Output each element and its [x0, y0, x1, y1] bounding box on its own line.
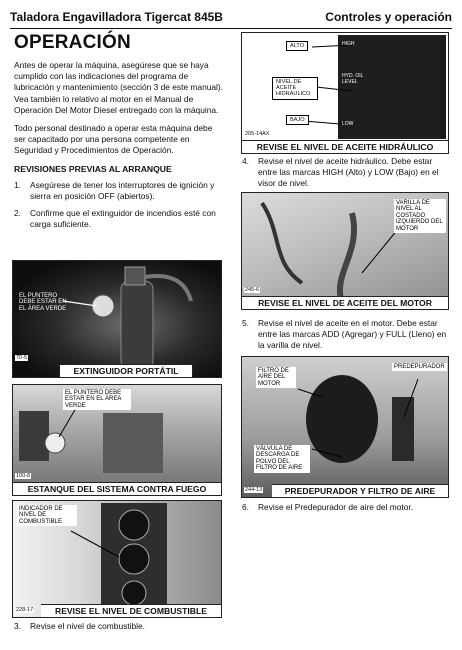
- figure-number: 228-17: [16, 607, 34, 613]
- precleaner-note: PREDEPURADOR: [394, 364, 445, 370]
- photo-caption: REVISE EL NIVEL DE ACEITE DEL MOTOR: [242, 296, 448, 309]
- label-nivel: NIVEL DE ACEITE HIDRÁULICO: [272, 77, 318, 100]
- photo-caption: EXTINGUIDOR PORTÁTIL: [59, 364, 193, 377]
- figure-number: 70-5: [16, 355, 28, 361]
- operation-heading: OPERACIÓN: [14, 32, 131, 53]
- step-number: 3.: [14, 621, 21, 631]
- dust-valve-note: VÁLVULA DE DESCARGA DE POLVO DEL FILTRO DE AIRE: [254, 445, 310, 473]
- fuel-gauge-photo: [12, 500, 222, 618]
- fuel-indicator-note: INDICADOR DE NIVEL DE COMBUSTIBLE: [17, 505, 77, 526]
- step-number: 2.: [14, 208, 21, 219]
- figure-number: 100-8: [16, 473, 31, 479]
- gauge-high-text: HIGH: [342, 41, 355, 47]
- label-bajo: BAJO: [286, 115, 309, 125]
- photo-caption: REVISE EL NIVEL DE COMBUSTIBLE: [41, 604, 221, 617]
- step-text: Asegúrese de tener los interruptores de ignición y sierra en posición OFF (abiertos).: [30, 179, 215, 201]
- step-4: [242, 156, 448, 190]
- step-1: [14, 180, 226, 202]
- training-paragraph: Todo personal destinado a operar esta máquina debe ser capacitado por una persona competente en Seguridad y Procedimientos de Operación.: [14, 123, 213, 156]
- air-filter-note: FILTRO DE AIRE DEL MOTOR: [256, 367, 296, 388]
- figure-number: 244-13: [245, 487, 263, 493]
- engine-oil-photo: [241, 192, 449, 310]
- figure-number: 245-6: [245, 287, 260, 293]
- left-column: [14, 32, 226, 236]
- gauge-low-text: LOW: [342, 121, 354, 127]
- step-text: Revise el nivel de aceite hidráulico. Debe estar entre las marcas HIGH (Alto) y LOW (Bajo) en el visor de nivel.: [258, 156, 439, 189]
- step-text: Confirme que el extinguidor de incendios esté con carga suficiente.: [30, 208, 216, 230]
- page-header: [10, 10, 452, 24]
- precleaner-photo: [241, 356, 449, 498]
- step-6: [242, 502, 448, 513]
- step-text: Revise el nivel de aceite en el motor. Debe estar entre las marcas ADD (Agregar) y FULL (Lleno) en la varilla de nivel.: [258, 318, 447, 351]
- step-text: Revise el nivel de combustible.: [30, 621, 145, 631]
- step-2: [14, 208, 226, 230]
- step-number: 5.: [242, 318, 249, 328]
- hydraulic-level-photo: [241, 32, 449, 154]
- section-title: Controles y operación: [325, 10, 452, 24]
- label-alto: ALTO: [286, 41, 308, 51]
- header-rule: [10, 28, 452, 29]
- intro-paragraph: Antes de operar la máquina, asegúrese que se haya cumplido con las indicaciones del programa de lubricación y mantenimiento (sección 3 de este manual). Vea también lo relativo al motor en el Manual de Operación Del Motor Diesel entregado con la máquina.: [14, 60, 224, 115]
- step-3: [14, 621, 226, 632]
- dipstick-note: VARILLA DE NIVEL AL COSTADO IZQUIERDO DEL MOTOR: [394, 199, 446, 233]
- fire-tank-photo: [12, 384, 222, 496]
- pointer-note: EL PUNTERO DEBE ESTAR EN EL ÁREA VERDE: [19, 293, 67, 312]
- step-number: 4.: [242, 156, 249, 166]
- step-text: Revise el Predepurador de aire del motor.: [258, 502, 414, 512]
- step-5: [242, 318, 448, 352]
- step-number: 1.: [14, 179, 21, 190]
- step-number: 6.: [242, 502, 249, 512]
- manual-title: Taladora Engavilladora Tigercat 845B: [10, 10, 223, 24]
- extinguisher-photo: [12, 260, 222, 378]
- extinguisher-illustration: [13, 261, 222, 378]
- prestart-heading: REVISIONES PREVIAS AL ARRANQUE: [14, 163, 172, 174]
- photo-caption: REVISE EL NIVEL DE ACEITE HIDRÁULICO: [242, 140, 448, 153]
- gauge-hyd-text: HYD. OIL LEVEL: [342, 73, 364, 86]
- photo-caption: ESTANQUE DEL SISTEMA CONTRA FUEGO: [13, 482, 221, 495]
- pointer-note: EL PUNTERO DEBE ESTAR EN EL ÁREA VERDE: [63, 389, 131, 410]
- photo-caption: PREDEPURADOR Y FILTRO DE AIRE: [272, 484, 448, 497]
- figure-number: 205-14AX: [245, 131, 270, 137]
